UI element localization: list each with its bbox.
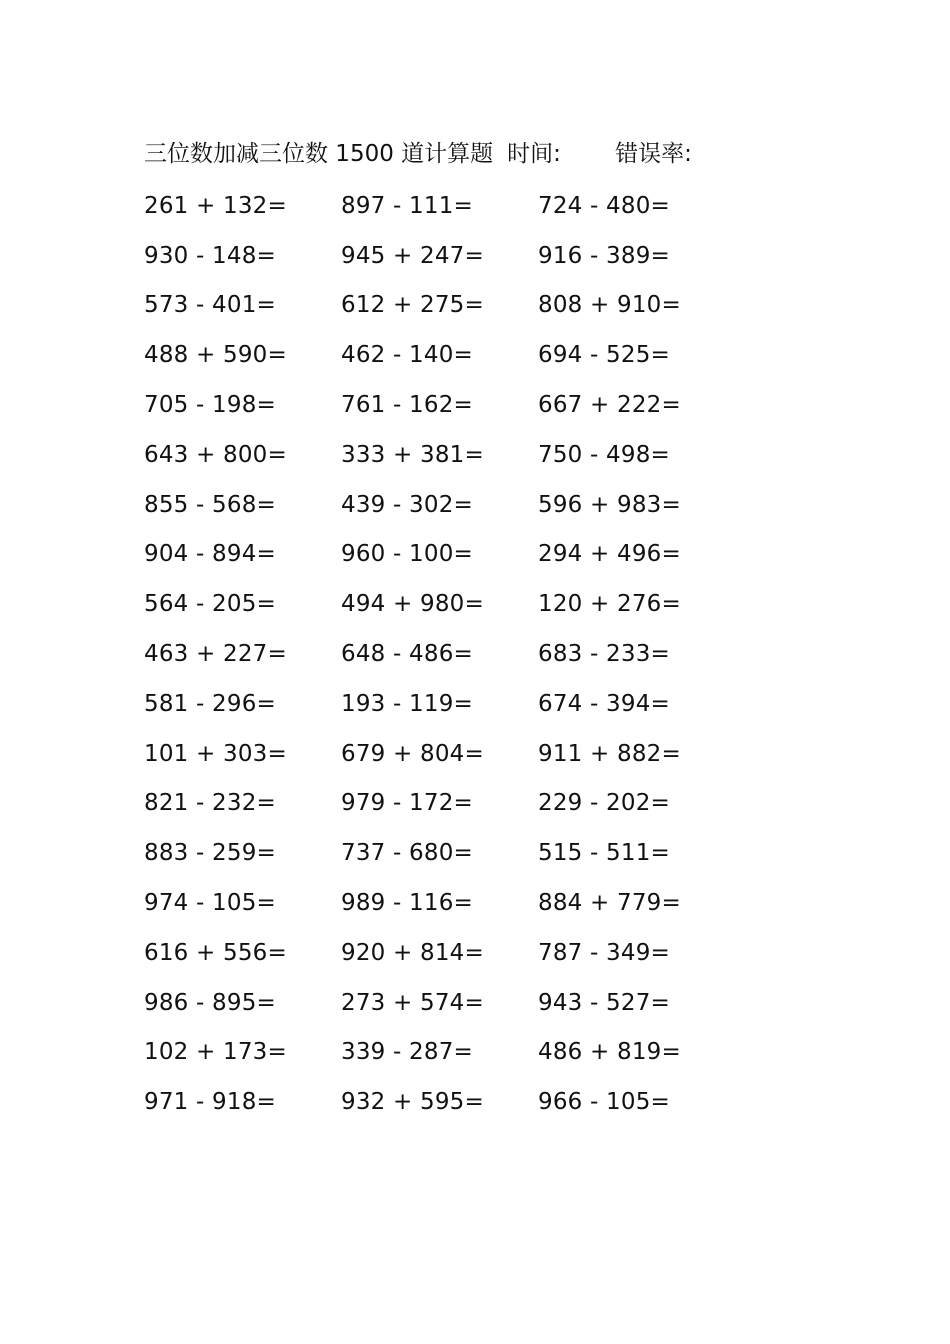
math-problem: 462 - 140=	[341, 342, 473, 369]
problem-row	[144, 679, 744, 729]
math-problem: 705 - 198=	[144, 392, 276, 419]
error-rate-label: 错误率:	[615, 140, 692, 167]
math-problem: 102 + 173=	[144, 1039, 287, 1066]
problem-row	[144, 579, 744, 629]
math-problem: 971 - 918=	[144, 1089, 276, 1116]
math-problem: 294 + 496=	[538, 541, 681, 568]
problem-row	[144, 380, 744, 430]
math-problem: 581 - 296=	[144, 690, 276, 717]
math-problem: 564 - 205=	[144, 591, 276, 618]
math-problem: 683 - 233=	[538, 641, 670, 668]
worksheet-title: 三位数加减三位数 1500 道计算题	[144, 140, 494, 167]
math-problem: 821 - 232=	[144, 790, 276, 817]
math-problem: 463 + 227=	[144, 641, 287, 668]
problem-row	[144, 430, 744, 480]
math-problem: 193 - 119=	[341, 690, 473, 717]
math-problem: 494 + 980=	[341, 591, 484, 618]
math-problem: 761 - 162=	[341, 392, 473, 419]
problem-row	[144, 231, 744, 281]
math-problem: 808 + 910=	[538, 292, 681, 319]
problem-row	[144, 181, 744, 231]
math-problem: 667 + 222=	[538, 392, 681, 419]
math-problem: 787 - 349=	[538, 939, 670, 966]
math-problem: 488 + 590=	[144, 342, 287, 369]
math-problem: 573 - 401=	[144, 292, 276, 319]
problem-row	[144, 629, 744, 679]
math-problem: 883 - 259=	[144, 840, 276, 867]
math-problem: 916 - 389=	[538, 242, 670, 269]
math-problem: 612 + 275=	[341, 292, 484, 319]
problem-grid	[144, 181, 744, 1127]
math-problem: 674 - 394=	[538, 690, 670, 717]
math-problem: 679 + 804=	[341, 740, 484, 767]
math-problem: 897 - 111=	[341, 192, 473, 219]
math-problem: 989 - 116=	[341, 890, 473, 917]
problem-row	[144, 330, 744, 380]
math-problem: 737 - 680=	[341, 840, 473, 867]
math-problem: 930 - 148=	[144, 242, 276, 269]
math-problem: 596 + 983=	[538, 491, 681, 518]
problem-row	[144, 1028, 744, 1078]
math-problem: 439 - 302=	[341, 491, 473, 518]
time-label: 时间:	[507, 140, 561, 167]
problem-row	[144, 928, 744, 978]
math-problem: 986 - 895=	[144, 989, 276, 1016]
math-problem: 515 - 511=	[538, 840, 670, 867]
problem-row	[144, 480, 744, 530]
math-problem: 750 - 498=	[538, 441, 670, 468]
math-problem: 966 - 105=	[538, 1089, 670, 1116]
math-problem: 724 - 480=	[538, 192, 670, 219]
math-problem: 101 + 303=	[144, 740, 287, 767]
math-problem: 120 + 276=	[538, 591, 681, 618]
math-problem: 943 - 527=	[538, 989, 670, 1016]
math-problem: 229 - 202=	[538, 790, 670, 817]
problem-row	[144, 828, 744, 878]
math-problem: 261 + 132=	[144, 192, 287, 219]
math-problem: 486 + 819=	[538, 1039, 681, 1066]
math-problem: 911 + 882=	[538, 740, 681, 767]
math-problem: 339 - 287=	[341, 1039, 473, 1066]
math-problem: 932 + 595=	[341, 1089, 484, 1116]
math-problem: 648 - 486=	[341, 641, 473, 668]
problem-row	[144, 978, 744, 1028]
math-problem: 694 - 525=	[538, 342, 670, 369]
math-problem: 979 - 172=	[341, 790, 473, 817]
math-problem: 855 - 568=	[144, 491, 276, 518]
problem-row	[144, 878, 744, 928]
math-problem: 643 + 800=	[144, 441, 287, 468]
math-problem: 333 + 381=	[341, 441, 484, 468]
math-problem: 945 + 247=	[341, 242, 484, 269]
math-problem: 273 + 574=	[341, 989, 484, 1016]
problem-row	[144, 779, 744, 829]
worksheet-header	[144, 134, 692, 168]
problem-row	[144, 281, 744, 331]
problem-row	[144, 530, 744, 580]
math-problem: 884 + 779=	[538, 890, 681, 917]
math-problem: 920 + 814=	[341, 939, 484, 966]
problem-row	[144, 1077, 744, 1127]
math-problem: 616 + 556=	[144, 939, 287, 966]
problem-row	[144, 729, 744, 779]
math-problem: 974 - 105=	[144, 890, 276, 917]
math-problem: 904 - 894=	[144, 541, 276, 568]
math-problem: 960 - 100=	[341, 541, 473, 568]
